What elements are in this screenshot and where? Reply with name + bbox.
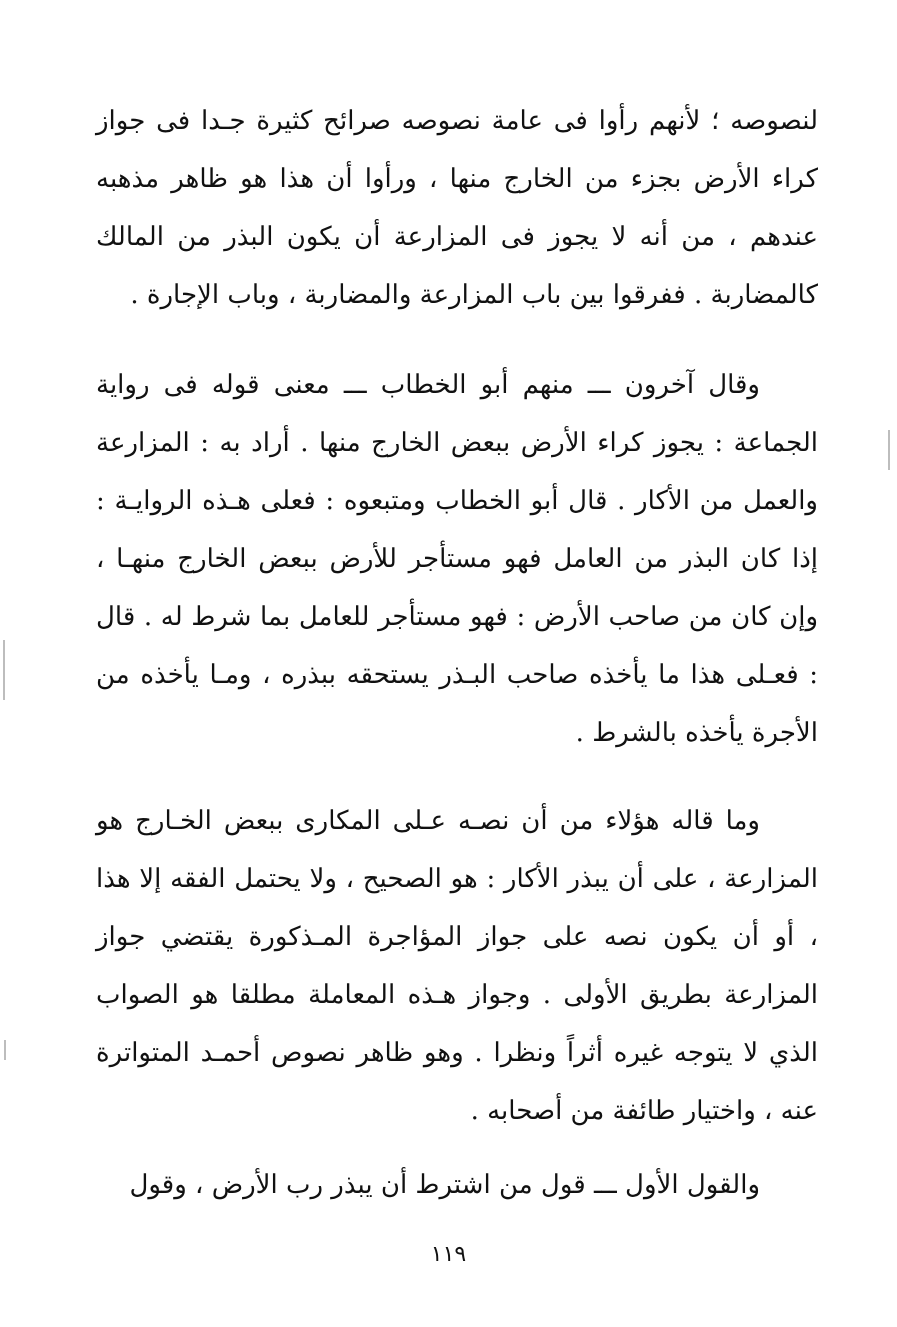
paragraph-3: وما قاله هؤلاء من أن نصـه عـلى المكارى ببعض الخـارج هو المزارعة ، على أن يبذر الأكار : هو الصحيح ، ولا يحتمل الفقه إلا هذا ، أو أن يكون نصه على جواز المؤاجرة المـذكورة يقتضي جواز المزارعة بطريق الأولى . وجواز هـذه المعاملة مطلقا هو الصواب الذي لا يتوجه غيره أثراً ونظرا . وهو ظاهر نصوص أحمـد المتواترة عنه ، واختيار طائفة من أصحابه . <box>96 806 818 1126</box>
paragraph-1: لنصوصه ؛ لأنهم رأوا فى عامة نصوصه صرائح كثيرة جـدا فى جواز كراء الأرض بجزء من الخارج منها ، ورأوا أن هذا هو ظاهر مذهبه عندهم ، من أنه لا يجوز فى المزارعة أن يكون البذر من المالك كالمضاربة . ففرقوا بين باب المزارعة والمضاربة ، وباب الإجارة . <box>96 106 818 310</box>
page-number: ١١٩ <box>430 1242 467 1267</box>
scan-artifact-right <box>888 430 890 470</box>
paragraph-2: وقال آخرون ـــ منهم أبو الخطاب ـــ معنى قوله فى رواية الجماعة : يجوز كراء الأرض ببعض الخارج منها . أراد به : المزارعة والعمل من الأكار . قال أبو الخطاب ومتبعوه : فعلى هـذه الروايـة : إذا كان البذر من العامل فهو مستأجر للأرض ببعض الخارج منهـا ، وإن كان من صاحب الأرض : فهو مستأجر للعامل بما شرط له . قال : فعـلى هذا ما يأخذه صاحب البـذر يستحقه ببذره ، ومـا يأخذه من الأجرة يأخذه بالشرط . <box>96 370 818 748</box>
scan-artifact-lower-left <box>4 1040 6 1060</box>
paragraph-4: والقول الأول ـــ قول من اشترط أن يبذر رب الأرض ، وقول <box>129 1170 760 1200</box>
scan-artifact-left <box>3 640 5 700</box>
